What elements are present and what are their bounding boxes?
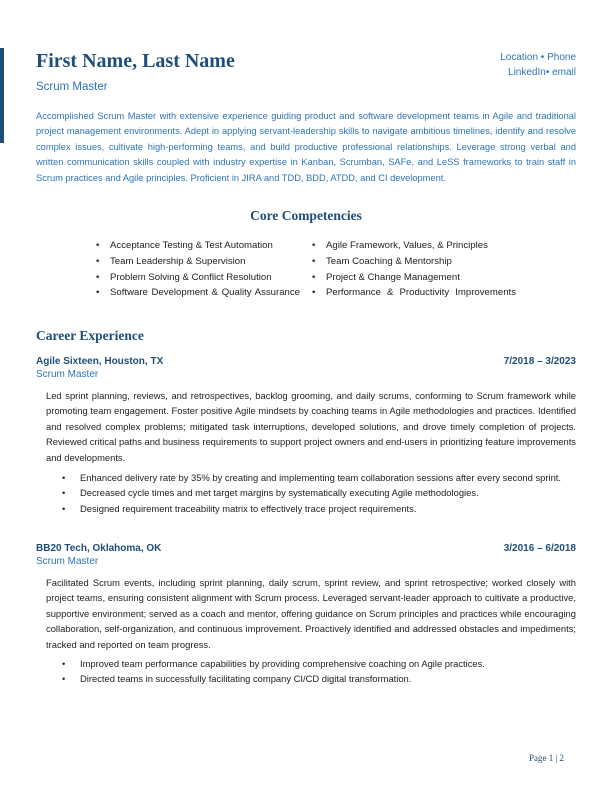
candidate-name: First Name, Last Name [36,50,235,72]
job-role: Scrum Master [36,369,99,380]
achievement-item: • Designed requirement traceability matrix to effectively trace project requirements. [62,501,576,516]
achievement-item: • Directed teams in successfully facilitating company CI/CD digital transformation. [62,671,576,686]
contact-linkedin-email: LinkedIn• email [508,67,576,78]
accent-bar [0,48,4,143]
contact-location-phone: Location • Phone [500,52,576,63]
competency-item: • Team Coaching & Mentorship [312,254,516,270]
job-dates: 3/2016 – 6/2018 [503,543,576,554]
contact-block [500,50,576,80]
competencies-left-list [96,238,300,301]
competency-item: • Performance & Productivity Improvements [312,285,516,301]
achievement-item: • Decreased cycle times and met target margins by systematically executing Agile methodologies. [62,485,576,500]
page-number: Page 1 | 2 [528,753,564,763]
competency-item: • Software Development & Quality Assurance [96,285,300,301]
job-company: BB20 Tech, Oklahoma, OK [36,543,162,554]
competency-item: • Agile Framework, Values, & Principles [312,238,516,254]
achievement-item: • Improved team performance capabilities by providing comprehensive coaching on Agile practices. [62,656,576,671]
core-competencies-heading: Core Competencies [250,208,362,223]
job-dates: 7/2018 – 3/2023 [503,356,576,367]
competency-item: • Team Leadership & Supervision [96,254,300,270]
competency-item: • Project & Change Management [312,270,516,286]
job-description: Led sprint planning, reviews, and retrospectives, backlog grooming, and daily scrums, conforming to Scrum framework while promoting team engagement. Foster positive Agile mindsets by coaching teams in Agile methodologies and practices. Identified and resolved complex problems; mitigated task interruptions, developed solutions, and drove timely completion of projects. Reviewed critical paths and business requirements to support project owners and end-users in prioritizing feature improvements and developments. [46,390,576,463]
career-experience-heading: Career Experience [36,328,144,343]
achievement-item: • Enhanced delivery rate by 35% by creating and implementing team collaboration sessions after every second sprint. [62,470,576,485]
competency-item: • Problem Solving & Conflict Resolution [96,270,300,286]
job-company: Agile Sixteen, Houston, TX [36,356,164,367]
job-description: Facilitated Scrum events, including sprint planning, daily scrum, sprint review, and sprint retrospective; worked closely with project teams, ensuring consistent alignment with Scrum process. Leveraged servant-leader approach to cultivate a productive, supportive environment; served as a coach and mentor, offering guidance on Scrum principles and practices while encouraging collaboration, self-organization, and continuous improvement. Proactively identified and addressed obstacles and impediments; tracked and reported on team progress. [46,577,576,650]
professional-summary: Accomplished Scrum Master with extensive experience guiding product and software development teams in Agile and traditional project management environments. Adept in applying servant-leadership skills to navigate ambitious timelines, identify and resolve complex issues, cultivate high-performing teams, and build productive professional relationships. Leverage strong verbal and written communication skills coupled with industry expertise in Kanban, Scrumban, SAFe, and LeSS frameworks to train staff in Scrum practices and Agile principles. Proficient in JIRA and TDD, BDD, ATDD, and CI development. [36,111,576,183]
job-achievements [62,656,576,687]
job-achievements [62,470,576,516]
candidate-title: Scrum Master [36,81,108,93]
competency-item: • Acceptance Testing & Test Automation [96,238,300,254]
job-role: Scrum Master [36,556,99,567]
competencies-right-list [312,238,516,301]
